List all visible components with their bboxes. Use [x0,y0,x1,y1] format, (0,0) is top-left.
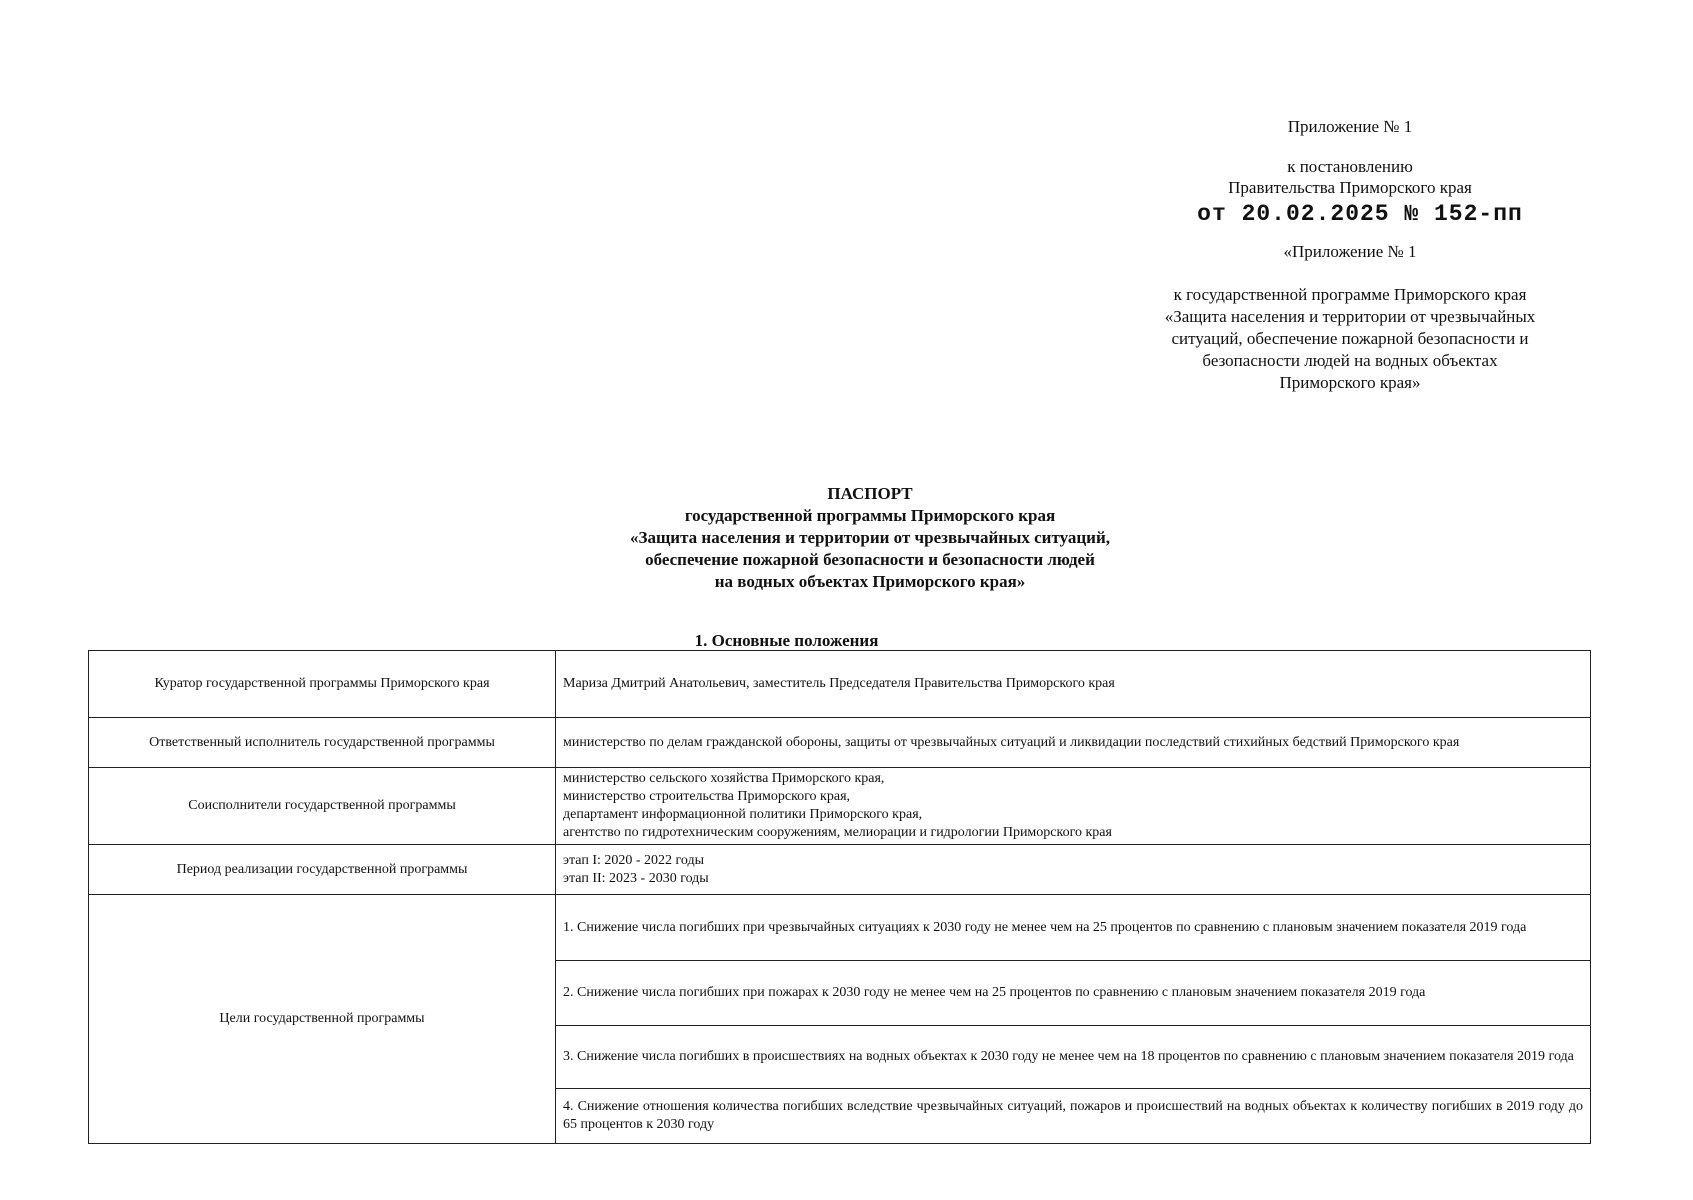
table-row [89,845,1591,895]
goal-item: 3. Снижение числа погибших в происшествиях на водных объектах к 2030 году не менее чем на 18 процентов по сравнению с плановым значением показателя 2019 года [556,1026,1591,1089]
appendix-label-quoted [1100,241,1600,262]
goal-item: 2. Снижение числа погибших при пожарах к 2030 году не менее чем на 25 процентов по сравнению с плановым значением показателя 2019 года [556,961,1591,1026]
row-label-curator: Куратор государственной программы Приморского края [89,651,556,718]
row-value-period [556,845,1591,895]
appendix-label-quoted-text: «Приложение № 1 [1283,242,1417,261]
program-ref-line: безопасности людей на водных объектах [1202,351,1498,370]
decree-to-line: к постановлению [1287,157,1413,176]
coexecutor-item: министерство строительства Приморского края, [563,789,851,804]
appendix-label-text: Приложение № 1 [1287,117,1413,136]
table-row [89,768,1591,845]
table-row [89,651,1591,718]
passport-title-line: обеспечение пожарной безопасности и безопасности людей [645,550,1095,569]
decree-reference [1100,156,1600,198]
program-ref-line: Приморского края» [1279,373,1421,392]
table-row [89,718,1591,768]
row-value-coexecutors [556,768,1591,845]
passport-title-line: «Защита населения и территории от чрезвычайных ситуаций, [629,528,1111,547]
row-value-curator: Мариза Дмитрий Анатольевич, заместитель Председателя Правительства Приморского края [556,651,1591,718]
decree-authority-line: Правительства Приморского края [1228,178,1472,197]
row-label-period: Период реализации государственной программы [89,845,556,895]
section-heading-text: 1. Основные положения [694,631,879,650]
goal-item: 4. Снижение отношения количества погибших вследствие чрезвычайных ситуаций, пожаров и происшествий на водных объектах к количеству погибших в 2019 году до 65 процентов к 2030 году [556,1089,1591,1144]
row-label-goals: Цели государственной программы [89,895,556,1144]
passport-title-line: на водных объектах Приморского края» [714,572,1026,591]
table-row [89,895,1591,961]
coexecutor-item: министерство сельского хозяйства Приморского края, [563,771,885,786]
appendix-label [1100,116,1600,137]
section-heading [0,631,1693,651]
passport-title [500,483,1240,593]
row-value-responsible: министерство по делам гражданской обороны, защиты от чрезвычайных ситуаций и ликвидации последствий стихийных бедствий Приморского края [556,718,1591,768]
coexecutor-item: департамент информационной политики Приморского края, [563,807,923,822]
row-label-coexecutors: Соисполнители государственной программы [89,768,556,845]
decree-number-stamp: от 20.02.2025 № 152-пп [1197,201,1523,227]
main-provisions-table [88,650,1591,1144]
period-stage: этап II: 2023 - 2030 годы [563,870,709,886]
coexecutor-item: агентство по гидротехническим сооружениям, мелиорации и гидрологии Приморского края [563,825,1112,840]
program-ref-line: к государственной программе Приморского края [1173,285,1527,304]
goal-item: 1. Снижение числа погибших при чрезвычайных ситуациях к 2030 году не менее чем на 25 процентов по сравнению с плановым значением показателя 2019 года [556,895,1591,961]
passport-title-line: государственной программы Приморского края [684,506,1056,525]
program-ref-line: «Защита населения и территории от чрезвычайных [1164,307,1536,326]
passport-title-line: ПАСПОРТ [827,484,913,503]
program-reference [1130,284,1570,394]
row-label-responsible: Ответственный исполнитель государственной программы [89,718,556,768]
period-stage: этап I: 2020 - 2022 годы [563,852,705,868]
program-ref-line: ситуаций, обеспечение пожарной безопасности и [1171,329,1529,348]
